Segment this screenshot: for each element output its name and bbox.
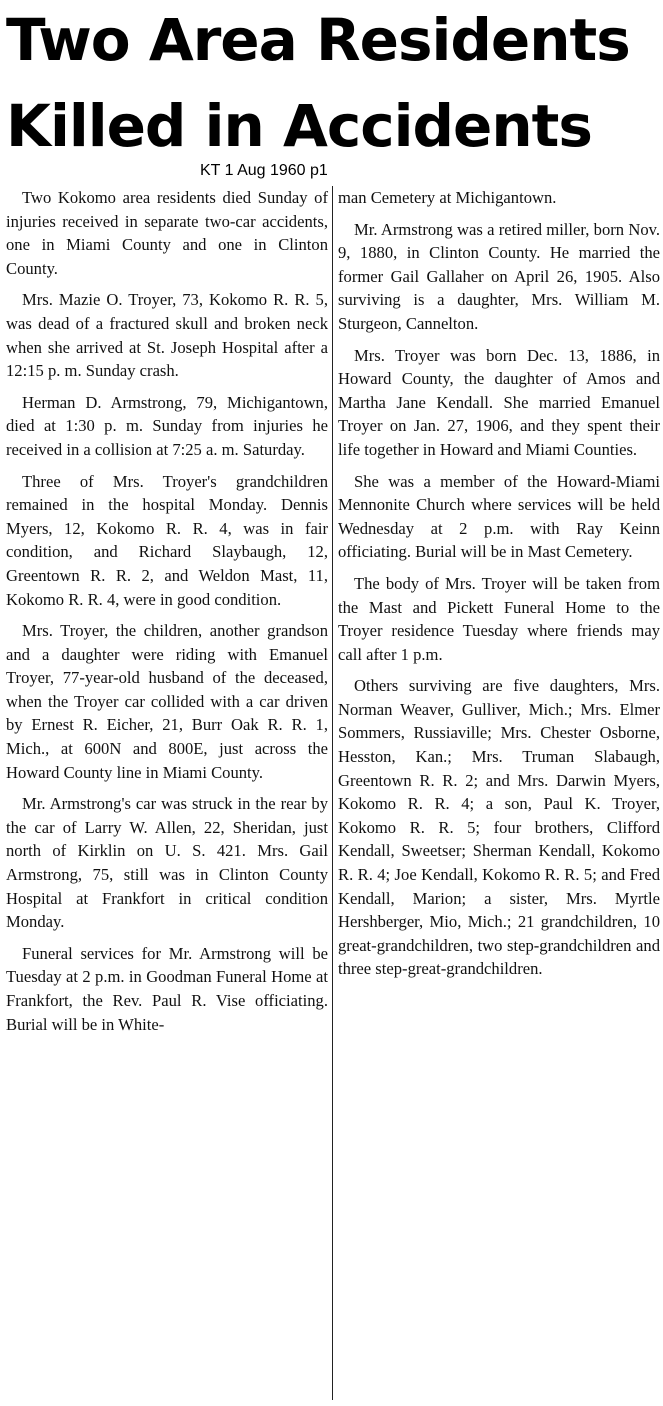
article-paragraph: Mrs. Troyer, the children, another grandson and a daughter were riding with Emanuel Troyer, 77-year-old husband of the deceased, when the Troyer car collided with a car driven by Ernest R. Eicher, 21, Burr Oak R. R. 1, Mich., at 600N and 800E, just across the Howard County line in Miami County. (6, 621, 328, 782)
article-paragraph-continuation: man Cemetery at Michigantown. (338, 188, 557, 207)
dateline: KT 1 Aug 1960 p1 (200, 162, 328, 179)
article-paragraph: The body of Mrs. Troyer will be taken from the Mast and Pickett Funeral Home to the Troyer residence Tuesday where friends may call after 1 p.m. (338, 573, 660, 664)
article-paragraph: Three of Mrs. Troyer's grandchildren remained in the hospital Monday. Dennis Myers, 12, Kokomo R. R. 4, was in fair condition, and Richard Slaybaugh, 12, Greentown R. R. 2, and Weldon Mast, 11, Kokomo R. R. 4, were in good condition. (6, 471, 328, 609)
article-paragraph: Mrs. Troyer was born Dec. 13, 1886, in Howard County, the daughter of Amos and Martha Jane Kendall. She married Emanuel Troyer on Jan. 27, 1906, and they spent their life together in Howard and Miami Counties. (338, 345, 660, 459)
article-paragraph: Two Kokomo area residents died Sunday of injuries received in separate two-car accidents, one in Miami County and one in Clinton County. (6, 188, 328, 278)
column-divider (332, 186, 333, 1400)
article-paragraph: Others surviving are five daughters, Mrs. Norman Weaver, Gulliver, Mich.; Mrs. Elmer Sommers, Russiaville; Mrs. Chester Osborne, Hesston, Kan.; Mrs. Truman Slabaugh, Greentown R. R. 2; and Mrs. Darwin Myers, Kokomo R. R. 4; a son, Paul K. Troyer, Kokomo R. R. 5; four brothers, Clifford Kendall, Sweetser; Sherman Kendall, Kokomo R. R. 4; Joe Kendall, Kokomo R. R. 5; and Fred Kendall, Marion; a sister, Mrs. Myrtle Hershberger, Mio, Mich.; 21 grandchildren, 10 great-grandchildren, two step-grandchildren and three step-great-grandchildren. (338, 676, 660, 979)
article-paragraph: Mr. Armstrong's car was struck in the rear by the car of Larry W. Allen, 22, Sheridan, just north of Kirklin on U. S. 421. Mrs. Gail Armstrong, 75, still was in Clinton County Hospital at Frankfort in critical condition Monday. (6, 794, 328, 932)
article-paragraph: Herman D. Armstrong, 79, Michigantown, died at 1:30 p. m. Sunday from injuries he received in a collision at 7:25 a. m. Saturday. (6, 392, 328, 459)
article-paragraph: Mr. Armstrong was a retired miller, born Nov. 9, 1880, in Clinton County. He married the former Gail Gallaher on April 26, 1905. Also surviving is a daughter, Mrs. William M. Sturgeon, Cannelton. (338, 219, 660, 333)
headline-line-1: Two Area Residents (6, 6, 630, 74)
article-left-column (6, 186, 328, 1044)
article-right-column (338, 186, 660, 989)
article-paragraph: Mrs. Mazie O. Troyer, 73, Kokomo R. R. 5, was dead of a fractured skull and broken neck when she arrived at St. Joseph Hospital after a 12:15 p. m. Sunday crash. (6, 290, 328, 381)
article-paragraph: She was a member of the Howard-Miami Mennonite Church where services will be held Wednesday at 2 p.m. with Ray Keinn officiating. Burial will be in Mast Cemetery. (338, 471, 660, 562)
article-paragraph: Funeral services for Mr. Armstrong will be Tuesday at 2 p.m. in Goodman Funeral Home at Frankfort, the Rev. Paul R. Vise officiating. Burial will be in White- (6, 943, 328, 1034)
headline-line-2: Killed in Accidents (6, 92, 592, 160)
